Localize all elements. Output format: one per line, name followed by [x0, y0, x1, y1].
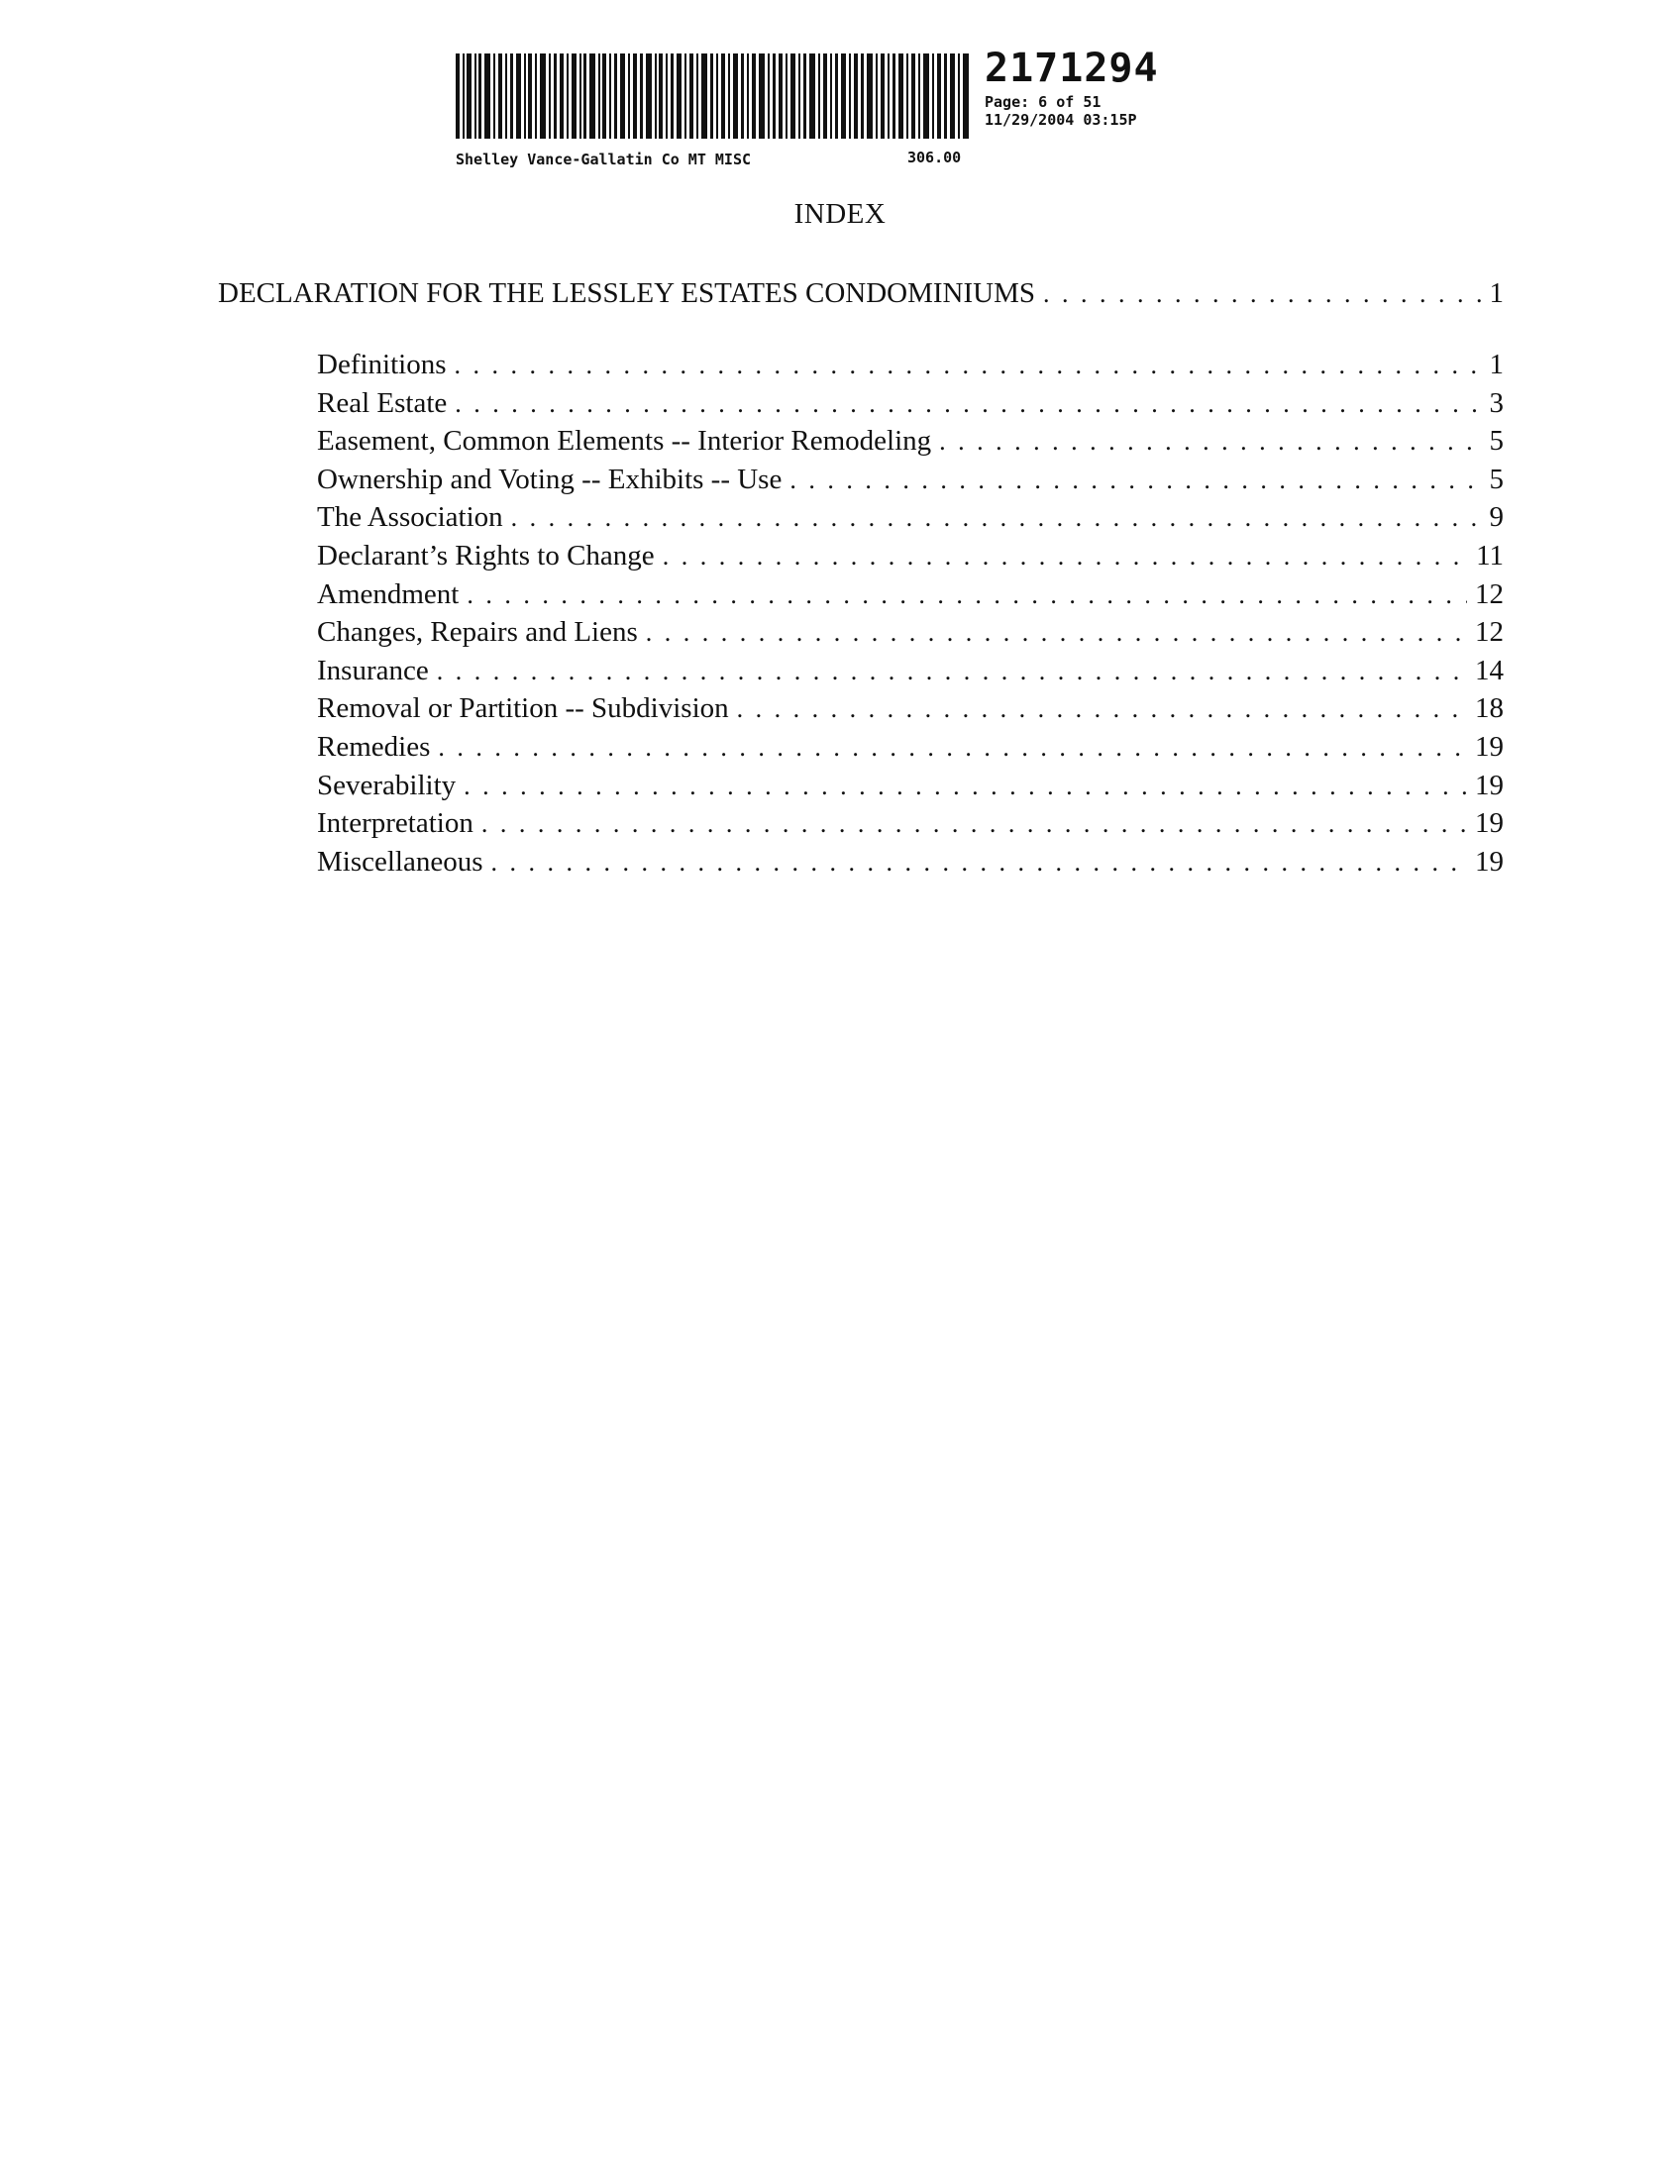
toc-entry-title: Declarant’s Rights to Change [317, 539, 655, 572]
toc-entry [317, 578, 1504, 617]
toc-entry [317, 770, 1504, 808]
toc-leader-dots [939, 427, 1481, 457]
toc-entry [317, 425, 1504, 464]
toc-entry-title: Severability [317, 769, 457, 801]
toc-leader-dots [455, 351, 1482, 380]
toc-leader-dots [437, 657, 1467, 686]
toc-entry-title: Remedies [317, 730, 431, 763]
toc-entry-page: 1 [1489, 349, 1504, 380]
toc-leader-dots [491, 848, 1467, 878]
toc-list [317, 349, 1504, 884]
toc-entry [317, 846, 1504, 884]
toc-entry [317, 387, 1504, 426]
toc-entry-title: The Association [317, 501, 503, 534]
toc-entry-page: 19 [1475, 730, 1504, 763]
toc-leader-dots [1043, 279, 1481, 309]
toc-leader-dots [789, 466, 1481, 495]
toc-entry [317, 464, 1504, 502]
toc-entry [317, 692, 1504, 731]
toc-entry-title: Real Estate [317, 386, 448, 419]
toc-entry-page: 5 [1489, 463, 1504, 495]
toc-entry-title: Interpretation [317, 807, 473, 840]
toc-entry-page: 18 [1475, 692, 1504, 725]
index-heading: INDEX [793, 198, 887, 230]
toc-entry [317, 349, 1504, 387]
toc-entry [317, 655, 1504, 693]
toc-entry-page: 19 [1475, 845, 1504, 878]
toc-entry-page: 19 [1475, 807, 1504, 840]
toc-leader-dots [663, 542, 1468, 572]
toc-entry-title: Insurance [317, 654, 429, 686]
toc-entry-title: Ownership and Voting -- Exhibits -- Use [317, 463, 783, 495]
recording-fee: 306.00 [907, 149, 962, 166]
toc-entry-title: Easement, Common Elements -- Interior Remodeling [317, 425, 932, 458]
toc-entry [317, 501, 1504, 540]
recording-stamp [456, 46, 1208, 172]
toc-leader-dots [467, 580, 1467, 610]
toc-entry-page: 14 [1475, 654, 1504, 686]
toc-entry [317, 731, 1504, 770]
toc-leader-dots [438, 733, 1467, 763]
toc-entry-page: 12 [1475, 616, 1504, 649]
toc-entry-page: 12 [1475, 577, 1504, 610]
toc-leader-dots [455, 389, 1481, 419]
toc-entry-title: Miscellaneous [317, 845, 483, 878]
document-number: 2171294 [985, 46, 1159, 91]
toc-entry-title: Amendment [317, 577, 460, 610]
toc-leader-dots [511, 503, 1482, 533]
toc-main-title: DECLARATION FOR THE LESSLEY ESTATES CONDOMINIUMS [218, 277, 1036, 309]
toc-entry-page: 3 [1489, 386, 1504, 419]
toc-entry-page: 19 [1475, 769, 1504, 801]
toc-leader-dots [737, 694, 1467, 724]
toc-leader-dots [646, 618, 1467, 648]
toc-entry [317, 807, 1504, 846]
page-info: Page: 6 of 51 [985, 93, 1102, 111]
toc-entry-page: 11 [1476, 539, 1504, 572]
toc-main-entry [218, 277, 1504, 310]
toc-entry-page: 9 [1489, 501, 1504, 534]
toc-entry-title: Removal or Partition -- Subdivision [317, 692, 729, 725]
barcode-image [456, 53, 971, 139]
toc-leader-dots [481, 809, 1467, 839]
toc-entry-title: Definitions [317, 349, 447, 380]
toc-main-page: 1 [1489, 277, 1504, 309]
toc-leader-dots [464, 772, 1467, 801]
recorded-datetime: 11/29/2004 03:15P [985, 111, 1137, 129]
toc-entry-title: Changes, Repairs and Liens [317, 616, 638, 649]
recorder-name: Shelley Vance-Gallatin Co MT MISC [456, 151, 752, 168]
toc-entry [317, 616, 1504, 655]
toc-entry [317, 540, 1504, 578]
toc-entry-page: 5 [1489, 425, 1504, 458]
